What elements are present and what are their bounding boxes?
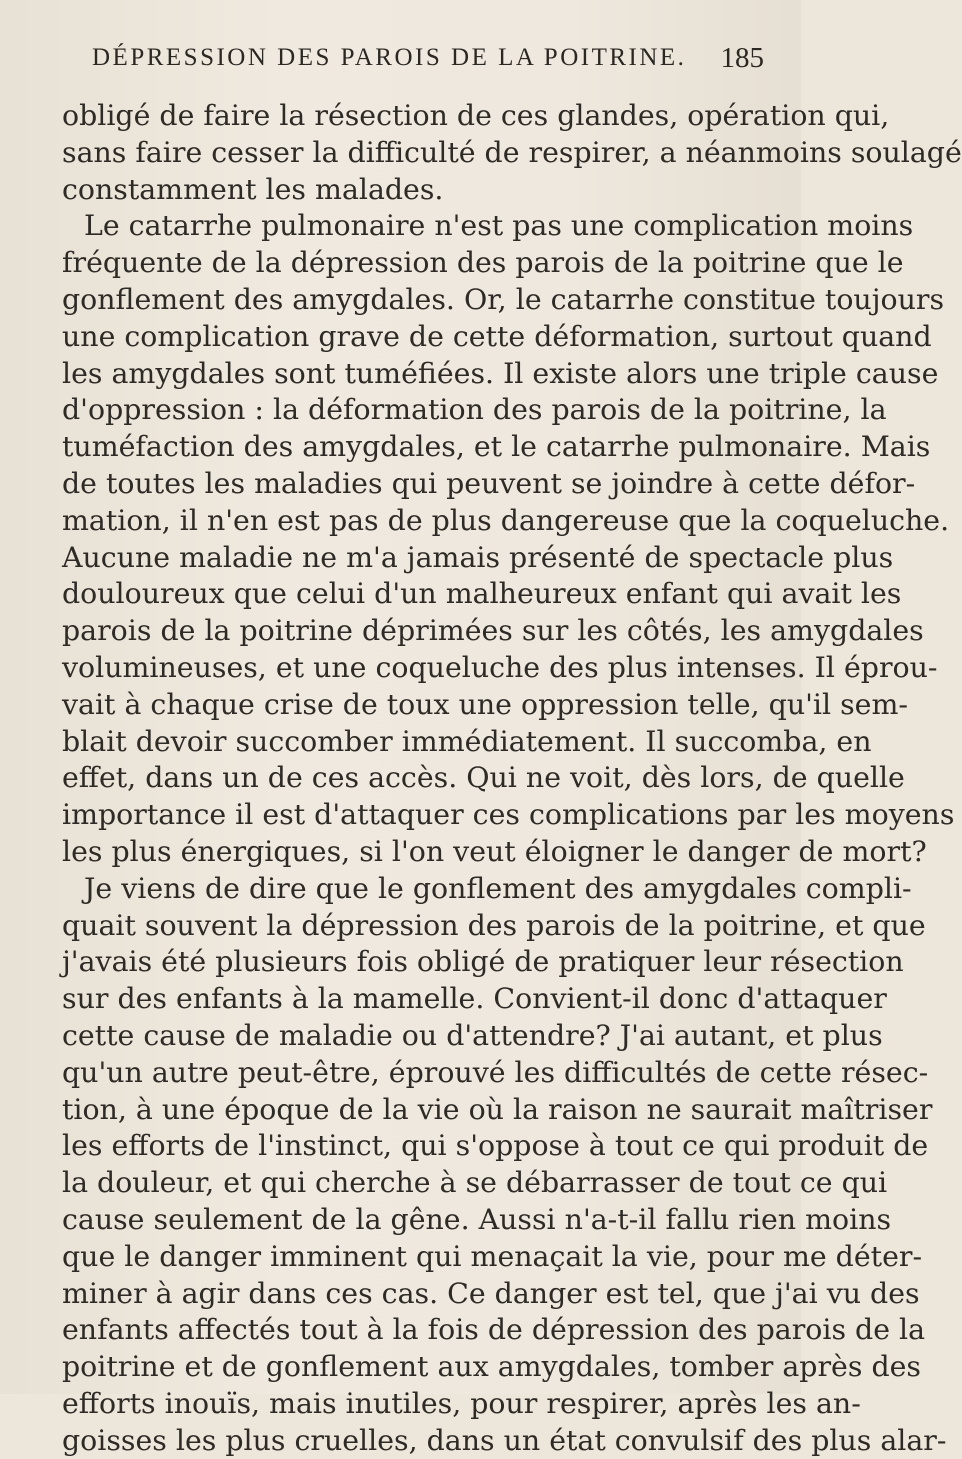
text-line: obligé de faire la résection de ces glandes, opération qui, [62, 99, 890, 132]
text-line: de toutes les maladies qui peuvent se joindre à cette défor- [62, 466, 916, 500]
paragraph-start-line: Le catarrhe pulmonaire n'est pas une complication moins [84, 209, 914, 243]
text-line: miner à agir dans ces cas. Ce danger est tel, que j'ai vu des [62, 1276, 920, 1310]
text-line: tuméfaction des amygdales, et le catarrhe pulmonaire. Mais [62, 430, 931, 464]
text-line: d'oppression : la déformation des parois de la poitrine, la [62, 393, 887, 427]
text-line: une complication grave de cette déformation, surtout quand [62, 319, 932, 353]
running-title: DÉPRESSION DES PAROIS DE LA POITRINE. [92, 44, 687, 71]
body-text [62, 98, 962, 1459]
text-line: tion, à une époque de la vie où la raison ne saurait maîtriser [62, 1092, 933, 1126]
text-line: les plus énergiques, si l'on veut éloigner le danger de mort? [62, 834, 927, 868]
text-line: fréquente de la dépression des parois de la poitrine que le [62, 246, 904, 280]
text-line: mation, il n'en est pas de plus dangereuse que la coqueluche. [62, 503, 950, 537]
text-line: sur des enfants à la mamelle. Convient-il donc d'attaquer [62, 982, 887, 1016]
text-line: volumineuses, et une coqueluche des plus intenses. Il éprou- [62, 650, 938, 684]
text-line: goisses les plus cruelles, dans un état convulsif des plus alar- [62, 1423, 947, 1457]
text-line: sans faire cesser la difficulté de respirer, a néanmoins soulagé [62, 135, 962, 169]
paragraph-start-line: Je viens de dire que le gonflement des amygdales compli- [84, 871, 912, 905]
text-line: Aucune maladie ne m'a jamais présenté de spectacle plus [62, 540, 894, 574]
text-line: la douleur, et qui cherche à se débarrasser de tout ce qui [62, 1166, 888, 1200]
text-line: douloureux que celui d'un malheureux enfant qui avait les [62, 577, 902, 611]
text-line: poitrine et de gonflement aux amygdales, tomber après des [62, 1350, 921, 1384]
running-header [92, 44, 778, 84]
text-line: vait à chaque crise de toux une oppression telle, qu'il sem- [62, 687, 908, 721]
text-line: les amygdales sont tuméfiées. Il existe alors une triple cause [62, 356, 939, 390]
text-line: qu'un autre peut-être, éprouvé les difficultés de cette résec- [62, 1055, 929, 1089]
text-line: effet, dans un de ces accès. Qui ne voit, dès lors, de quelle [62, 761, 905, 795]
text-line: blait devoir succomber immédiatement. Il succomba, en [62, 724, 872, 758]
text-line: enfants affectés tout à la fois de dépression des parois de la [62, 1313, 926, 1347]
text-line: que le danger imminent qui menaçait la vie, pour me déter- [62, 1239, 923, 1273]
text-line: les efforts de l'instinct, qui s'oppose à tout ce qui produit de [62, 1129, 929, 1163]
text-line: constamment les malades. [62, 172, 444, 206]
text-line: cause seulement de la gêne. Aussi n'a-t-il fallu rien moins [62, 1202, 892, 1236]
text-line: quait souvent la dépression des parois de la poitrine, et que [62, 908, 926, 942]
text-line: j'avais été plusieurs fois obligé de pratiquer leur résection [62, 945, 904, 979]
text-line: cette cause de maladie ou d'attendre? J'ai autant, et plus [62, 1018, 883, 1052]
text-line: parois de la poitrine déprimées sur les côtés, les amygdales [62, 614, 924, 648]
page-number: 185 [720, 42, 764, 74]
text-line: importance il est d'attaquer ces complications par les moyens [62, 798, 955, 832]
text-line: efforts inouïs, mais inutiles, pour respirer, après les an- [62, 1386, 861, 1420]
text-line: gonflement des amygdales. Or, le catarrhe constitue toujours [62, 282, 945, 316]
